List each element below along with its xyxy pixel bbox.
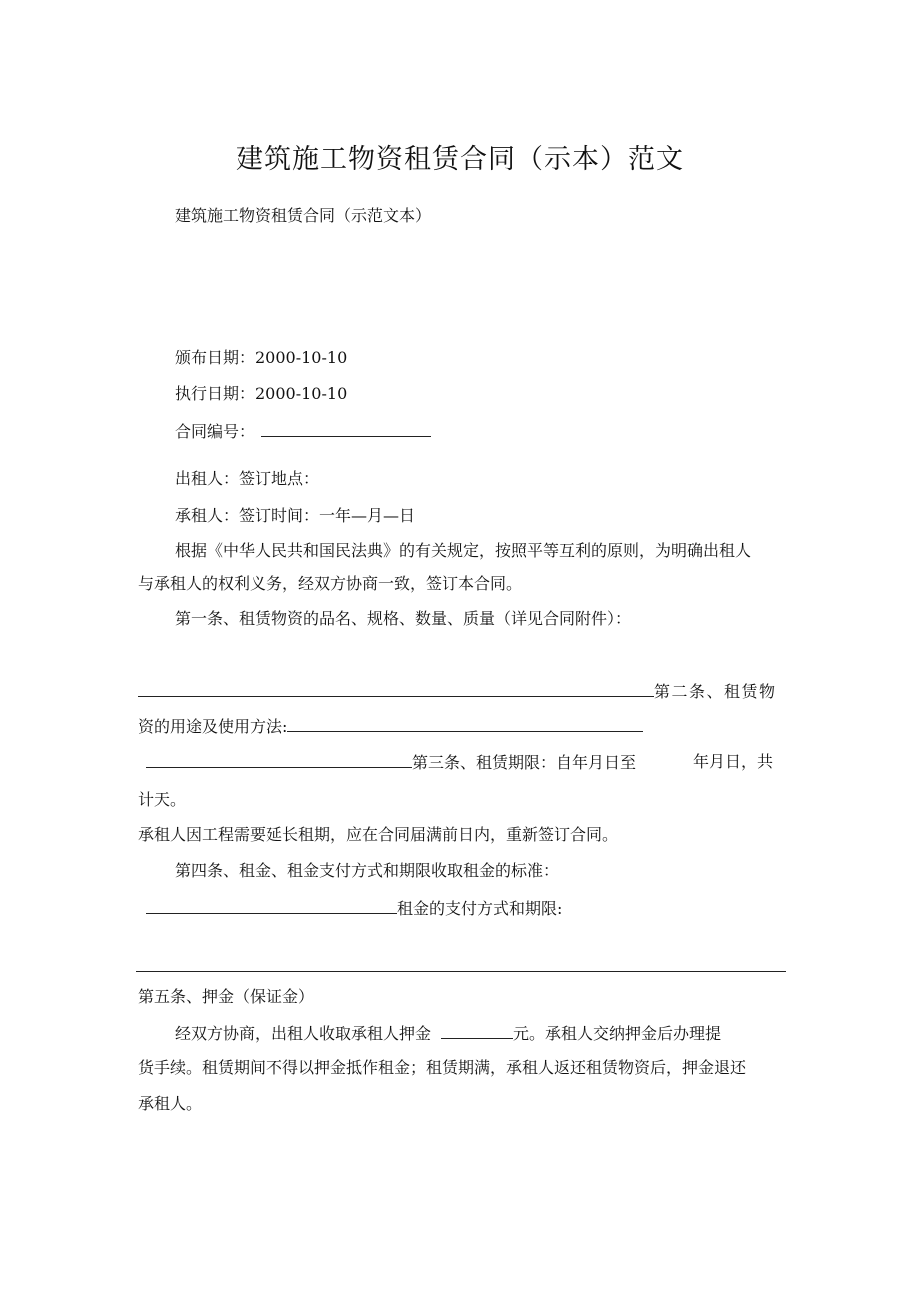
clause-4-line-2 xyxy=(146,898,562,919)
clause-5-line-2: 货手续。租赁期间不得以押金抵作租金；租赁期满，承租人返还租赁物资后，押金退还 xyxy=(138,1058,747,1077)
clause-2-usage-label: 资的用途及使用方法: xyxy=(138,717,288,736)
clause-4: 第四条、租金、租金支付方式和期限收取租金的标准： xyxy=(175,861,560,880)
clause-2-line-1 xyxy=(138,681,777,702)
contract-number-blank xyxy=(261,421,431,437)
clause-5-line-1 xyxy=(175,1023,721,1044)
rent-payment-label: 租金的支付方式和期限: xyxy=(397,899,563,918)
clause-3-term-end: 年月日，共 xyxy=(693,752,774,771)
lessor-line: 出租人：签订地点： xyxy=(175,469,320,488)
clause-1: 第一条、租赁物资的品名、规格、数量、质量（详见合同附件）： xyxy=(175,609,632,628)
contract-number-line xyxy=(175,421,431,442)
clause-5-heading: 第五条、押金（保证金） xyxy=(138,987,315,1006)
issue-date: 颁布日期：2000-10-10 xyxy=(175,348,348,367)
clause-3-extension: 承租人因工程需要延长租期，应在合同届满前日内，重新签订合同。 xyxy=(138,825,619,844)
deposit-text: 经双方协商，出租人收取承租人押金 xyxy=(175,1024,432,1043)
rent-standard-blank xyxy=(146,898,397,914)
intro-line-1: 根据《中华人民共和国民法典》的有关规定，按照平等互利的原则，为明确出租人 xyxy=(175,541,752,560)
execution-date: 执行日期：2000-10-10 xyxy=(175,384,348,403)
clause-2-line-2 xyxy=(138,716,643,737)
lessee-line: 承租人：签订时间：一年—月—日 xyxy=(175,506,416,525)
deposit-text-cont: 元。承租人交纳押金后办理提 xyxy=(513,1024,722,1043)
clause-1-blank xyxy=(138,681,654,697)
intro-line-2: 与承租人的权利义务，经双方协商一致，签订本合同。 xyxy=(138,574,523,593)
contract-number-label: 合同编号： xyxy=(175,422,256,441)
clause-5-line-3: 承租人。 xyxy=(138,1094,203,1113)
document-title: 建筑施工物资租赁合同（示本）范文 xyxy=(236,144,684,175)
rent-payment-blank-line xyxy=(136,971,786,972)
document-subtitle: 建筑施工物资租赁合同（示范文本） xyxy=(175,206,432,225)
clause-3-days: 计天。 xyxy=(138,790,187,809)
clause-3-term: 第三条、租赁期限：自年月日至 xyxy=(412,753,637,772)
clause-2-heading: 第二条、租赁物 xyxy=(654,682,777,701)
deposit-amount-blank xyxy=(441,1023,513,1039)
clause-2-cont-blank xyxy=(146,752,412,768)
clause-2-usage-blank xyxy=(287,716,643,732)
clause-3-line-1 xyxy=(146,752,636,773)
